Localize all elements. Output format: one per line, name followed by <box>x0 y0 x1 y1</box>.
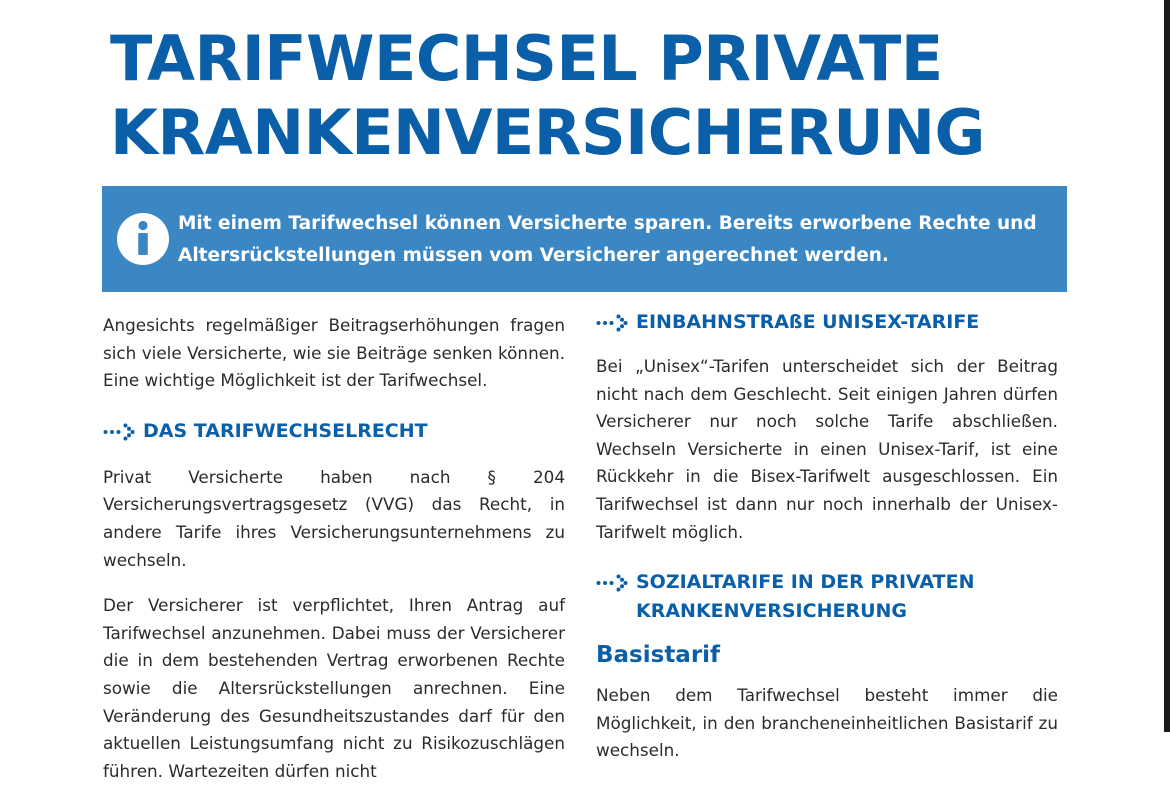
left-column <box>103 312 565 785</box>
dotted-arrow-icon <box>596 313 628 333</box>
page-edge-border <box>1164 0 1170 732</box>
page-title-line-1: TARIFWECHSEL PRIVATE <box>110 22 943 95</box>
section-heading-text: SOZIALTARIFE IN DER PRIVATEN KRANKENVERSICHERUNG <box>636 571 975 623</box>
section1-paragraph-2: Der Versicherer ist verpflichtet, Ihren Antrag auf Tarifwechsel anzunehmen. Dabei muss der Versicherer die in dem bestehenden Vertrag erworbenen Rechte sowie die Altersrückstellungen anrechnen. Eine Veränderung des Gesundheitszustandes darf für den aktuellen Leistungsumfang nicht zu Risikozuschlägen führen. Wartezeiten dürfen nicht <box>103 595 565 781</box>
section-heading-text: EINBAHNSTRAßE UNISEX-TARIFE <box>636 311 980 333</box>
info-icon <box>116 212 170 266</box>
section-heading-sozialtarife <box>596 568 1058 626</box>
dotted-arrow-icon <box>103 422 135 442</box>
info-callout-text: Mit einem Tarifwechsel können Versicherte sparen. Bereits erworbene Rechte und Altersrückstellungen müssen vom Versicherer angerechnet werden. <box>178 213 1037 266</box>
intro-paragraph: Angesichts regelmäßiger Beitragserhöhungen fragen sich viele Versicherte, wie sie Beiträge senken können. Eine wichtige Möglichkeit ist der Tarifwechsel. <box>103 315 565 391</box>
subheading-basistarif: Basistarif <box>596 642 721 669</box>
section-heading-unisex <box>596 308 1058 337</box>
section-heading-tarifwechselrecht <box>103 417 565 446</box>
info-callout-box <box>102 186 1067 292</box>
page-title-line-2: KRANKENVERSICHERUNG <box>110 96 985 169</box>
section1-paragraph-1: Privat Versicherte haben nach § 204 Versicherungsvertragsgesetz (VVG) das Recht, in andere Tarife ihres Versicherungsunternehmens zu wechseln. <box>103 466 565 570</box>
section3-paragraph-1: Neben dem Tarifwechsel besteht immer die Möglichkeit, in den brancheneinheitlichen Basistarif zu wechseln. <box>596 685 1058 761</box>
page-title <box>110 22 985 170</box>
right-column <box>596 312 1058 765</box>
dotted-arrow-icon <box>596 573 628 593</box>
section2-paragraph-1: Bei „Unisex“-Tarifen unterscheidet sich der Beitrag nicht nach dem Geschlecht. Seit einigen Jahren dürfen Versicherer nur noch solche Tarife abschließen. Wechseln Versicherte in einen Unisex-Tarif, ist eine Rückkehr in die Bisex-Tarifwelt ausgeschlossen. Ein Tarifwechsel ist dann nur noch innerhalb der Unisex-Tarifwelt möglich. <box>596 356 1058 542</box>
section-heading-text: DAS TARIFWECHSELRECHT <box>143 419 428 442</box>
